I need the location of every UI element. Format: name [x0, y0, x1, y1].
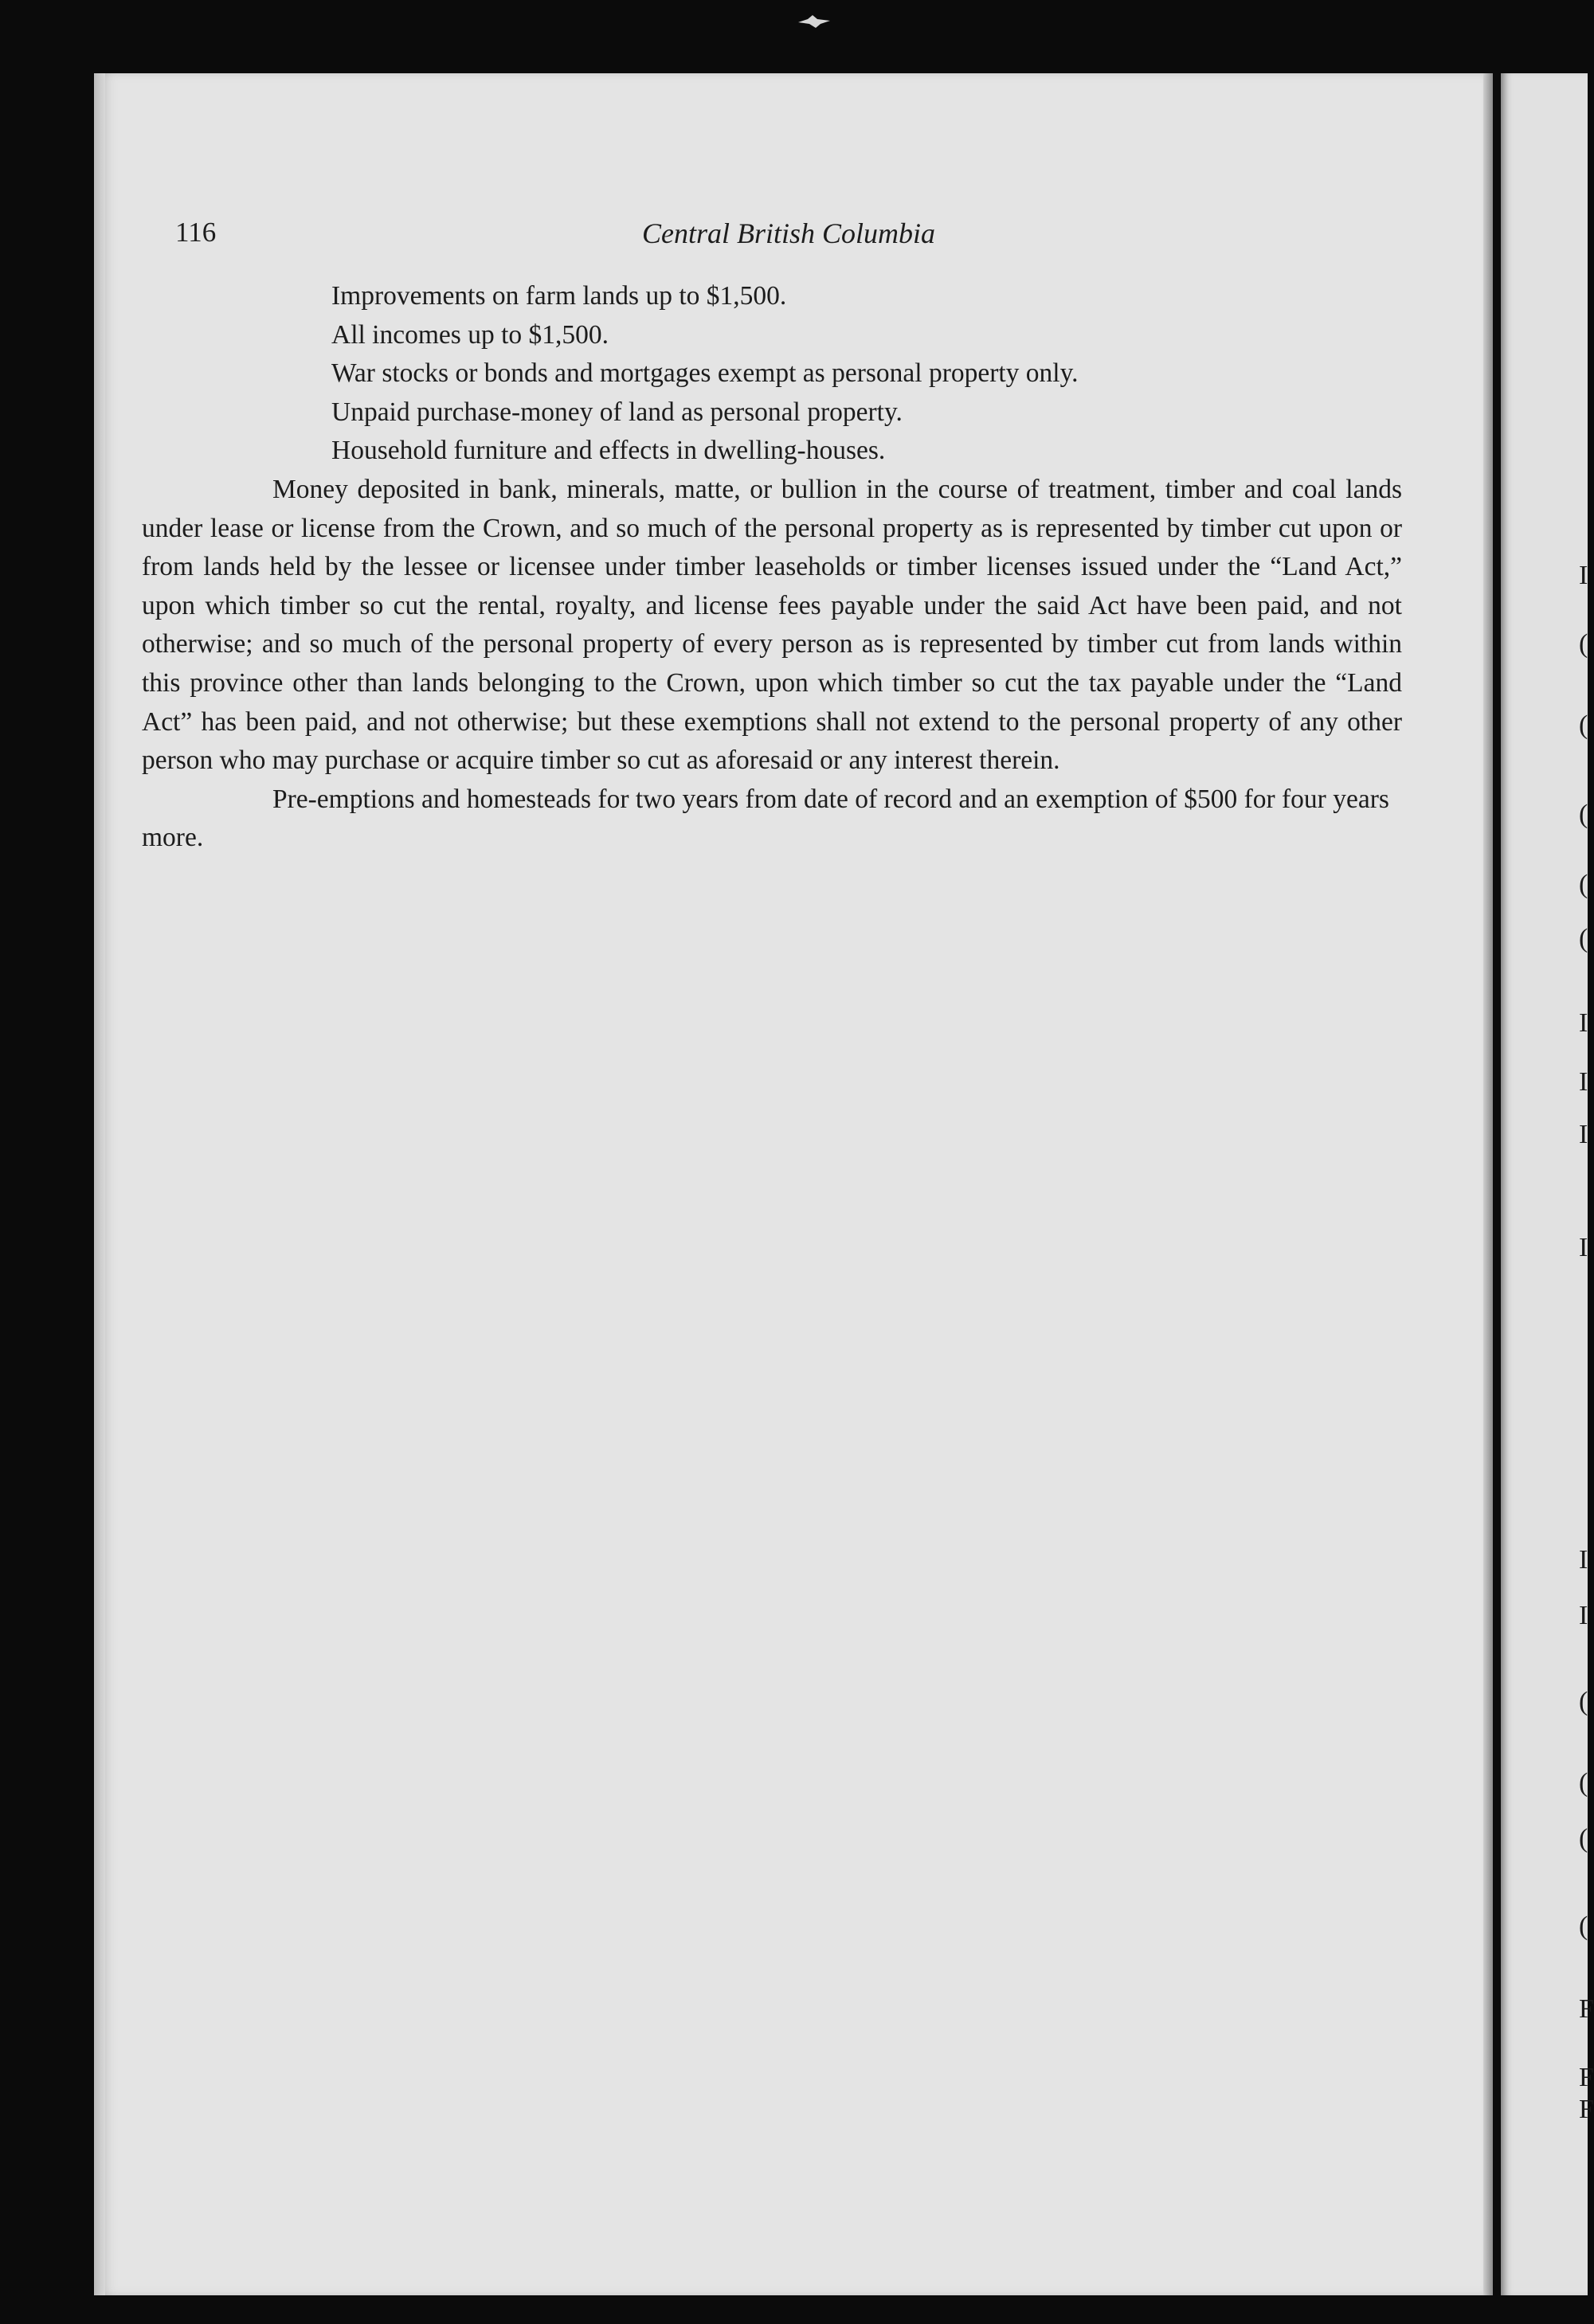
- paragraph: Money deposited in bank, minerals, matte, or bullion in the course of treatment, timber and coal lands under lease or license from the Crown, and so much of the personal property as is represented by timber cut upon or from lands held by the lessee or licensee under timber leaseholds or timber licenses issued under the “Land Act,” upon which timber so cut the rental, royalty, and license fees payable under the said Act have been paid, and not otherwise; and so much of the personal property of every person as is represented by timber cut from lands within this province other than lands belonging to the Crown, upon which timber so cut the tax payable under the “Land Act” has been paid, and not otherwise; but these exemptions shall not extend to the personal property of any other person who may purchase or acquire timber so cut as aforesaid or any interest therein.: [142, 474, 1402, 776]
- next-page-fragment: I: [1579, 1601, 1588, 1630]
- paragraph: All incomes up to $1,500.: [331, 319, 609, 350]
- next-page-fragment: (: [1579, 800, 1588, 829]
- next-page-fragment: I: [1579, 1067, 1588, 1097]
- next-page-fragment: (: [1579, 1768, 1588, 1798]
- paragraph: Unpaid purchase-money of land as personal property.: [331, 397, 903, 427]
- page-header: [175, 217, 1402, 253]
- running-title: Central British Columbia: [641, 217, 936, 249]
- next-page-fragment: (: [1579, 1911, 1588, 1941]
- next-page-fragment: I: [1579, 1233, 1588, 1262]
- next-page-fragment: (: [1579, 924, 1588, 953]
- page-left-edge: [94, 73, 105, 2295]
- next-page-fragment: I: [1579, 1008, 1588, 1038]
- next-page-fragment: (: [1579, 1824, 1588, 1853]
- next-page-fragment: (: [1579, 870, 1588, 899]
- adjacent-page-sliver: [1501, 73, 1594, 2295]
- next-page-fragment: I: [1579, 561, 1588, 590]
- torn-paper-mark: [797, 14, 832, 29]
- paragraph: Household furniture and effects in dwelling-houses.: [331, 436, 886, 466]
- next-page-fragment: F: [1579, 2063, 1594, 2092]
- page-number: 116: [175, 217, 217, 248]
- paragraph: Pre-emptions and homesteads for two years from date of record and an exemption of $500 for four years more.: [142, 784, 1389, 853]
- next-page-fragment: (: [1579, 710, 1588, 740]
- next-page-fragment: F: [1579, 2095, 1594, 2124]
- body-text: [142, 277, 1402, 858]
- next-page-fragment: F: [1579, 1994, 1594, 2024]
- paragraph: Improvements on farm lands up to $1,500.: [331, 281, 787, 311]
- next-page-fragment: I: [1579, 1545, 1588, 1575]
- next-page-fragment: (: [1579, 629, 1588, 659]
- paragraph: War stocks or bonds and mortgages exempt as personal property only.: [331, 358, 1079, 389]
- page-right-edge: [1483, 73, 1493, 2295]
- next-page-fragment: (: [1579, 1687, 1588, 1716]
- next-page-fragment: I: [1579, 1120, 1588, 1149]
